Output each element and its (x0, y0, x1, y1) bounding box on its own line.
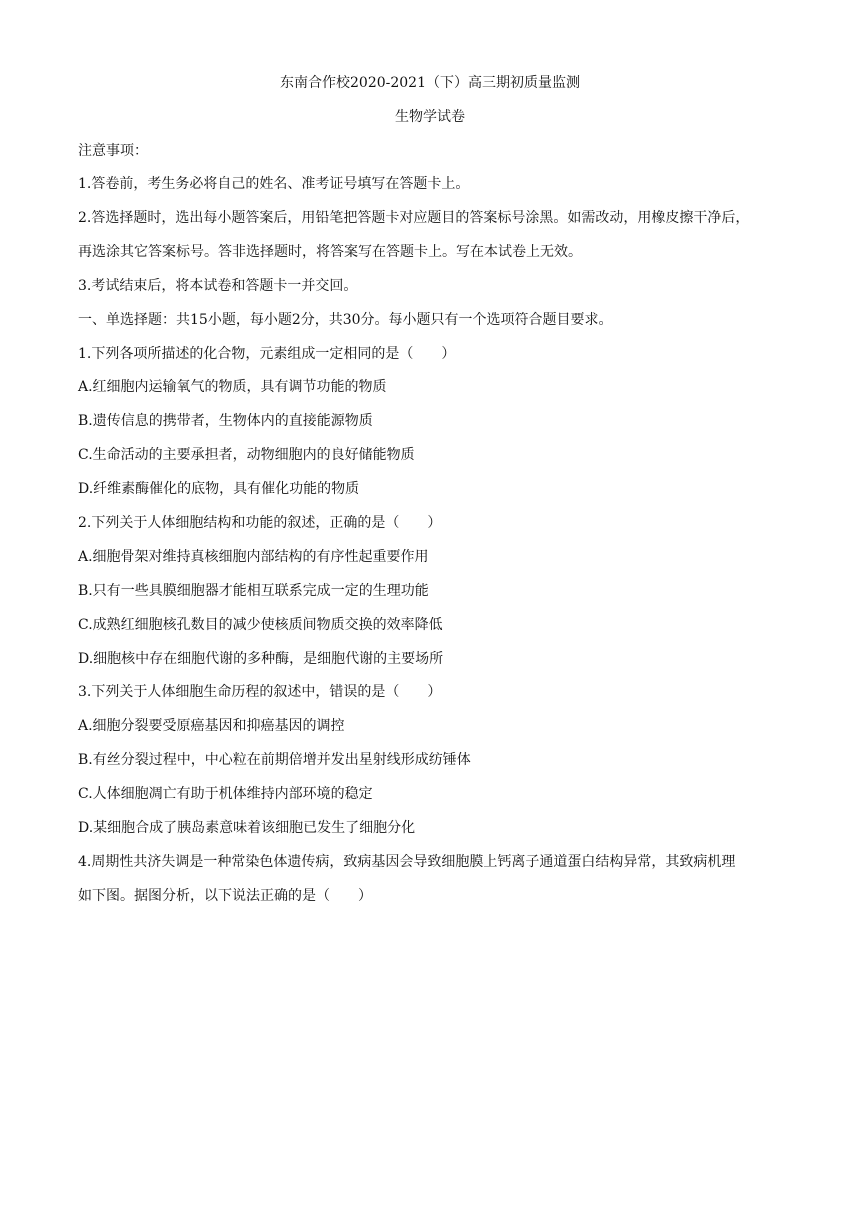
question-option: C.人体细胞凋亡有助于机体维持内部环境的稳定 (78, 786, 373, 802)
question-option: C.成熟红细胞核孔数目的减少使核质间物质交换的效率降低 (78, 617, 443, 633)
question-option: B.遗传信息的携带者，生物体内的直接能源物质 (78, 413, 373, 429)
question-option: B.有丝分裂过程中，中心粒在前期倍增并发出星射线形成纺锤体 (78, 752, 471, 768)
note-item: 再选涂其它答案标号。答非选择题时，将答案写在答题卡上。写在本试卷上无效。 (78, 244, 582, 260)
question-option: D.细胞核中存在细胞代谢的多种酶，是细胞代谢的主要场所 (78, 651, 444, 667)
question-option: A.细胞分裂要受原癌基因和抑癌基因的调控 (78, 718, 345, 734)
exam-title: 东南合作校2020-2021（下）高三期初质量监测 (280, 75, 580, 91)
note-item: 2.答选择题时，选出每小题答案后，用铅笔把答题卡对应题目的答案标号涂黑。如需改动，用橡皮擦干净后， (78, 210, 750, 226)
question-stem: 2.下列关于人体细胞结构和功能的叙述，正确的是（ ） (78, 515, 442, 531)
notes-heading: 注意事项： (78, 143, 148, 159)
note-item: 3.考试结束后，将本试卷和答题卡一并交回。 (78, 278, 358, 294)
question-option: D.纤维素酶催化的底物，具有催化功能的物质 (78, 481, 360, 497)
question-stem: 1.下列各项所描述的化合物，元素组成一定相同的是（ ） (78, 346, 456, 362)
exam-subtitle: 生物学试卷 (395, 109, 465, 125)
question-option: A.细胞骨架对维持真核细胞内部结构的有序性起重要作用 (78, 549, 429, 565)
question-stem: 如下图。据图分析，以下说法正确的是（ ） (78, 888, 372, 904)
question-stem: 3.下列关于人体细胞生命历程的叙述中，错误的是（ ） (78, 684, 442, 700)
note-item: 1.答卷前，考生务必将自己的姓名、准考证号填写在答题卡上。 (78, 176, 470, 192)
question-stem: 4.周期性共济失调是一种常染色体遗传病，致病基因会导致细胞膜上钙离子通道蛋白结构异常，其致病机理 (78, 854, 736, 870)
question-option: C.生命活动的主要承担者，动物细胞内的良好储能物质 (78, 447, 415, 463)
section-heading: 一、单选择题：共15小题，每小题2分，共30分。每小题只有一个选项符合题目要求。 (78, 312, 613, 328)
question-option: B.只有一些具膜细胞器才能相互联系完成一定的生理功能 (78, 583, 429, 599)
question-option: D.某细胞合成了胰岛素意味着该细胞已发生了细胞分化 (78, 820, 416, 836)
question-option: A.红细胞内运输氧气的物质，具有调节功能的物质 (78, 379, 387, 395)
